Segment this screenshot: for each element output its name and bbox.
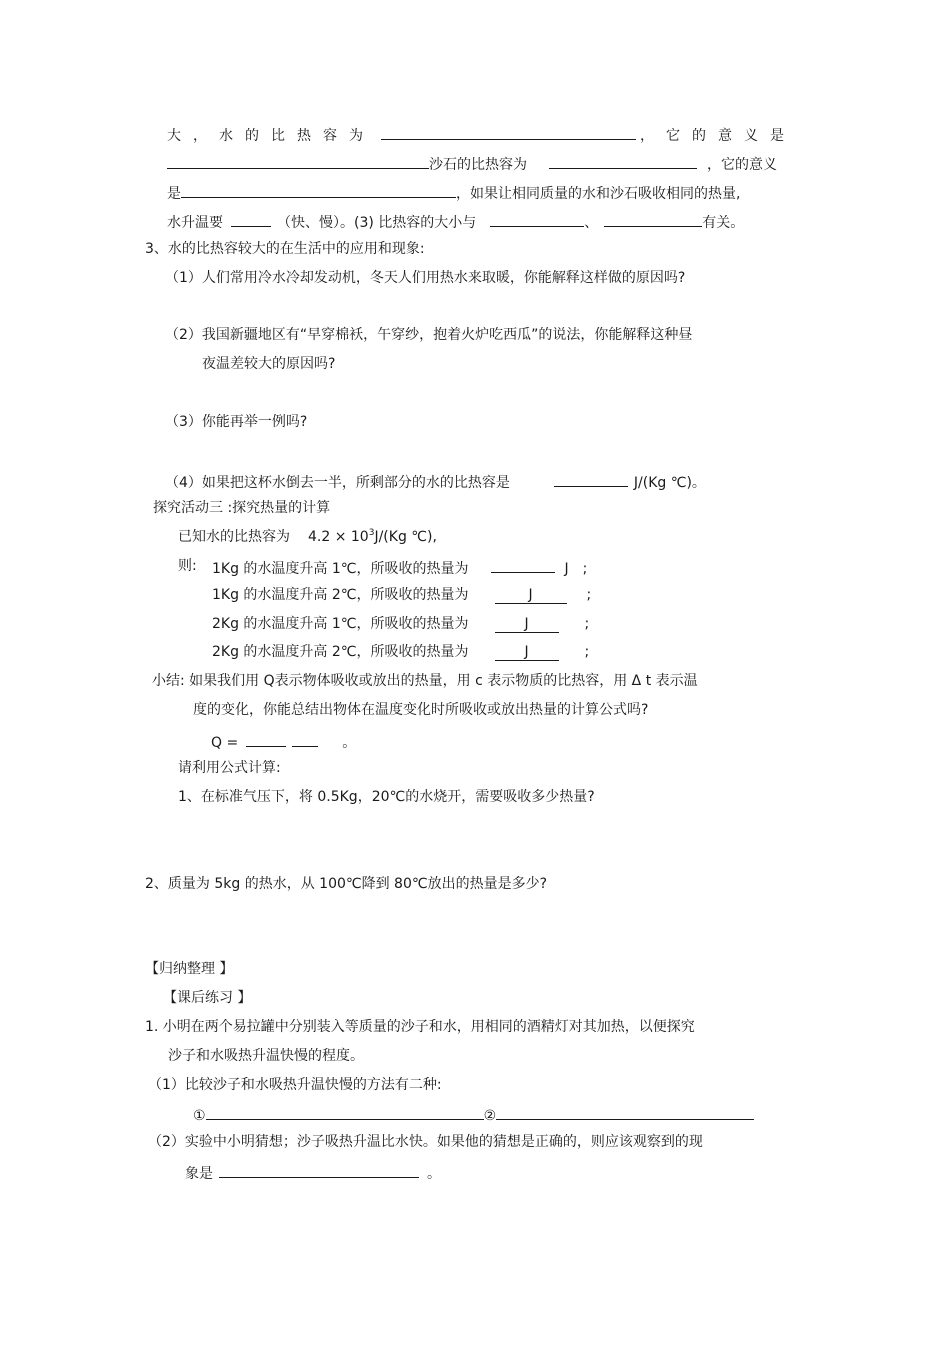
calc-problem: 1、在标准气压下，将 0.5Kg，20℃的水烧开，需要吸收多少热量? <box>178 789 595 805</box>
text: 是 <box>167 186 181 202</box>
text: ② <box>483 1108 497 1124</box>
formula-line <box>211 731 356 749</box>
practice-title: 【课后练习 】 <box>163 990 252 1006</box>
text: 有关。 <box>702 215 745 231</box>
text: J/(Kg ℃), <box>374 529 437 545</box>
text-line <box>167 124 796 142</box>
answer-blank[interactable] <box>206 1104 484 1120</box>
text: 象是 <box>185 1166 213 1182</box>
answer-blank[interactable]: J <box>495 616 559 633</box>
text: 2Kg 的水温度升高 1℃，所吸收的热量为 <box>212 616 469 632</box>
exponent: 3 <box>368 528 375 538</box>
text: 1Kg 的水温度升高 2℃，所吸收的热量为 <box>212 587 469 603</box>
text: J/(Kg ℃)。 <box>633 475 706 491</box>
answer-blank[interactable]: J <box>495 587 567 604</box>
calc-prompt: 请利用公式计算: <box>178 760 281 776</box>
answer-blank[interactable] <box>167 153 429 169</box>
text: ① <box>193 1108 206 1124</box>
answer-blank[interactable] <box>219 1162 419 1178</box>
calc-row <box>212 557 587 575</box>
answer-blank[interactable] <box>181 182 456 198</box>
summary-line: 度的变化，你能总结出物体在温度变化时所吸收或放出热量的计算公式吗? <box>193 702 649 718</box>
text: 沙石的比热容为 <box>429 157 527 173</box>
answer-blank[interactable] <box>246 731 286 747</box>
text: 4.2 × 10 <box>308 529 369 545</box>
known-line <box>178 528 437 546</box>
text: ，如果让相同质量的水和沙石吸收相同的热量, <box>456 186 741 202</box>
question: （2）我国新疆地区有“早穿棉袄，午穿纱，抱着火炉吃西瓜”的说法，你能解释这种昼 <box>165 327 693 343</box>
answer-blank[interactable] <box>496 1104 754 1120</box>
practice-question: 1. 小明在两个易拉罐中分别装入等质量的沙子和水，用相同的酒精灯对其加热，以便探究 <box>145 1019 695 1035</box>
question <box>165 471 706 489</box>
text: ，它的意义是 <box>640 128 796 144</box>
question: （3）你能再举一例吗? <box>165 414 308 430</box>
sub-question: （1）比较沙子和水吸热升温快慢的方法有二种: <box>148 1077 442 1093</box>
practice-question-continued: 沙子和水吸热升温快慢的程度。 <box>168 1048 364 1064</box>
section-title: 3、水的比热容较大的在生活中的应用和现象: <box>145 241 425 257</box>
text: ; <box>586 587 592 603</box>
sub-question: （2）实验中小明猜想；沙子吸热升温比水快。如果他的猜想是正确的，则应该观察到的现 <box>148 1134 703 1150</box>
activity-title: 探究活动三 :探究热量的计算 <box>153 500 331 516</box>
summary-line: 小结: 如果我们用 Q表示物体吸收或放出的热量，用 c 表示物质的比热容，用 Δ t 表示温 <box>152 673 698 689</box>
answer-blank[interactable] <box>490 211 584 227</box>
text: 。 <box>342 735 357 751</box>
answer-blank[interactable] <box>549 153 697 169</box>
text: ; <box>582 561 588 577</box>
calc-row <box>212 615 589 633</box>
review-title: 【归纳整理 】 <box>145 961 234 977</box>
text: （快、慢）。(3) 比热容的大小与 <box>277 215 477 231</box>
method-answers <box>193 1104 754 1122</box>
answer-blank[interactable] <box>491 557 555 573</box>
answer-blank[interactable] <box>292 731 318 747</box>
text: ; <box>584 644 590 660</box>
text: 水升温要 <box>167 215 223 231</box>
text: 。 <box>427 1166 441 1182</box>
sub-question-continued <box>185 1162 441 1180</box>
text: ，它的意义 <box>707 157 777 173</box>
text: 、 <box>584 215 599 231</box>
text: （4）如果把这杯水倒去一半，所剩部分的水的比热容是 <box>165 475 510 491</box>
answer-blank[interactable] <box>554 471 628 487</box>
text-line <box>167 182 740 200</box>
text: 2Kg 的水温度升高 2℃，所吸收的热量为 <box>212 644 469 660</box>
calc-problem: 2、质量为 5kg 的热水，从 100℃降到 80℃放出的热量是多少? <box>145 876 548 892</box>
question-continued: 夜温差较大的原因吗? <box>202 356 336 372</box>
calc-row <box>212 643 589 661</box>
answer-blank[interactable]: J <box>495 644 559 661</box>
answer-blank[interactable] <box>231 211 271 227</box>
text: 1Kg 的水温度升高 1℃，所吸收的热量为 <box>212 561 469 577</box>
text: Q = <box>211 735 239 751</box>
text-line <box>167 211 744 229</box>
text: ; <box>584 616 590 632</box>
then-label: 则: <box>178 558 197 574</box>
text: J <box>564 561 569 577</box>
calc-row <box>212 586 591 604</box>
text: 大，水的比热容为 <box>167 128 375 144</box>
question: （1）人们常用冷水冷却发动机，冬天人们用热水来取暖，你能解释这样做的原因吗? <box>165 270 686 286</box>
text: 已知水的比热容为 <box>178 529 290 545</box>
text-line <box>167 153 777 171</box>
answer-blank[interactable] <box>381 124 636 140</box>
answer-blank[interactable] <box>604 211 702 227</box>
